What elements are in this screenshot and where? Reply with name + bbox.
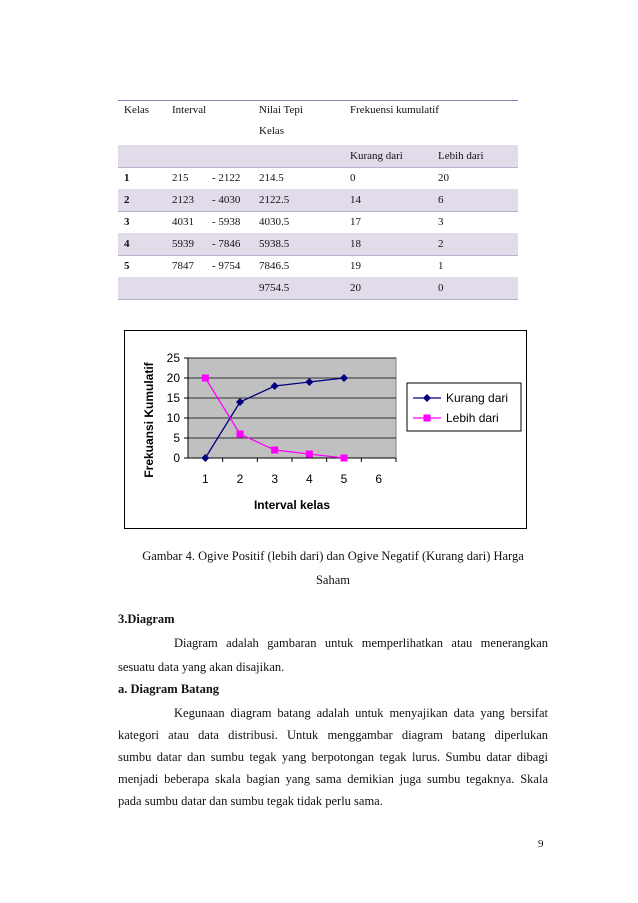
y-tick-label: 20: [166, 371, 180, 385]
cell-nilai-tepi: 214.5: [259, 172, 284, 184]
x-tick-label: 5: [340, 472, 348, 486]
cell-lebih-dari: 1: [438, 260, 444, 272]
paragraph-diagram-batang: [118, 706, 548, 826]
legend-marker: [424, 415, 431, 422]
cell-kurang-dari: 17: [350, 216, 361, 228]
data-point-lebih-dari: [237, 431, 244, 438]
y-tick-label: 5: [173, 431, 180, 445]
cell-lebih-dari: 2: [438, 238, 444, 250]
table-header-row: [118, 100, 518, 145]
y-tick-label: 10: [166, 411, 180, 425]
table-row: [118, 277, 518, 300]
cell-nilai-tepi: 2122.5: [259, 194, 290, 206]
paragraph-line: menjadi beberapa skala bagian yang sama demikian juga sumbu tegaknya. Skala: [118, 772, 548, 786]
y-axis-label: Frekuansi Kumulatif: [142, 362, 156, 478]
section-heading-diagram: 3.Diagram: [118, 612, 175, 626]
paragraph-line: kategori atau data distribusi. Untuk menggambar diagram batang diperlukan: [118, 728, 548, 742]
x-tick-label: 3: [271, 472, 279, 486]
x-tick-label: 2: [236, 472, 244, 486]
cell-interval-high: - 5938: [212, 216, 241, 228]
table-row: [118, 189, 518, 212]
cell-nilai-tepi: 9754.5: [259, 282, 290, 294]
paragraph-line: Diagram adalah gambaran untuk memperlihatkan atau menerangkan: [174, 636, 548, 650]
y-tick-label: 15: [166, 391, 180, 405]
y-tick-label: 25: [166, 351, 180, 365]
cell-kelas: 1: [124, 172, 130, 184]
cell-kurang-dari: 18: [350, 238, 361, 250]
cell-interval-high: - 9754: [212, 260, 241, 272]
x-axis-label: Interval kelas: [253, 498, 331, 512]
paragraph-line: Kegunaan diagram batang adalah untuk menyajikan data yang bersifat: [174, 706, 548, 720]
cell-kurang-dari: 19: [350, 260, 361, 272]
header-nilai-tepi: Nilai Tepi: [259, 104, 303, 116]
table-row: [118, 167, 518, 190]
cell-interval-low: 215: [172, 172, 189, 184]
cell-interval-low: 2123: [172, 194, 194, 206]
figure-caption-line-1: Gambar 4. Ogive Positif (lebih dari) dan Ogive Negatif (Kurang dari) Harga: [142, 549, 524, 563]
cell-kelas: 2: [124, 194, 130, 206]
paragraph-line: sumbu datar dan sumbu tegak yang berpotongan tegak lurus. Sumbu datar dibagi: [118, 750, 548, 764]
cell-lebih-dari: 0: [438, 282, 444, 294]
figure-caption: [118, 544, 548, 592]
table-row: [118, 211, 518, 234]
legend-label: Kurang dari: [446, 391, 509, 405]
header-nilai-tepi-kelas: Kelas: [259, 125, 285, 137]
x-tick-label: 1: [201, 472, 209, 486]
x-tick-label: 6: [375, 472, 383, 486]
cell-interval-low: 4031: [172, 216, 194, 228]
cell-kelas: 5: [124, 260, 130, 272]
cell-interval-high: - 7846: [212, 238, 241, 250]
cell-lebih-dari: 6: [438, 194, 444, 206]
cell-kelas: 4: [124, 238, 130, 250]
legend-label: Lebih dari: [446, 411, 499, 425]
ogive-chart-svg: [125, 331, 526, 528]
cell-interval-low: 7847: [172, 260, 194, 272]
data-point-lebih-dari: [271, 447, 278, 454]
table-row: [118, 255, 518, 278]
y-tick-label: 0: [173, 451, 180, 465]
table-row: [118, 233, 518, 256]
cell-interval-high: - 4030: [212, 194, 241, 206]
data-point-lebih-dari: [306, 451, 313, 458]
data-point-lebih-dari: [202, 375, 209, 382]
cell-kelas: 3: [124, 216, 130, 228]
cell-nilai-tepi: 4030.5: [259, 216, 290, 228]
cell-interval-low: 5939: [172, 238, 194, 250]
cell-nilai-tepi: 7846.5: [259, 260, 290, 272]
cell-kurang-dari: 20: [350, 282, 361, 294]
table-subheader-row: [118, 145, 518, 168]
header-kelas: Kelas: [124, 104, 150, 116]
plot-area: [188, 358, 396, 458]
header-kurang-dari: Kurang dari: [350, 150, 403, 162]
cell-nilai-tepi: 5938.5: [259, 238, 290, 250]
paragraph-line: sesuatu data yang akan disajikan.: [118, 660, 285, 674]
data-point-lebih-dari: [341, 455, 348, 462]
paragraph-line: pada sumbu datar dan sumbu tegak tidak perlu sama.: [118, 794, 383, 808]
header-lebih-dari: Lebih dari: [438, 150, 484, 162]
cell-kurang-dari: 14: [350, 194, 361, 206]
x-tick-label: 4: [305, 472, 313, 486]
cell-kurang-dari: 0: [350, 172, 356, 184]
header-frekuensi-kumulatif: Frekuensi kumulatif: [350, 104, 439, 116]
ogive-chart: [124, 330, 527, 529]
figure-caption-line-2: Saham: [315, 573, 351, 587]
cell-lebih-dari: 20: [438, 172, 449, 184]
section-heading-diagram-batang: a. Diagram Batang: [118, 682, 220, 696]
header-interval: Interval: [172, 104, 207, 116]
cell-interval-high: - 2122: [212, 172, 241, 184]
page-number: 9: [538, 838, 544, 850]
cell-lebih-dari: 3: [438, 216, 444, 228]
